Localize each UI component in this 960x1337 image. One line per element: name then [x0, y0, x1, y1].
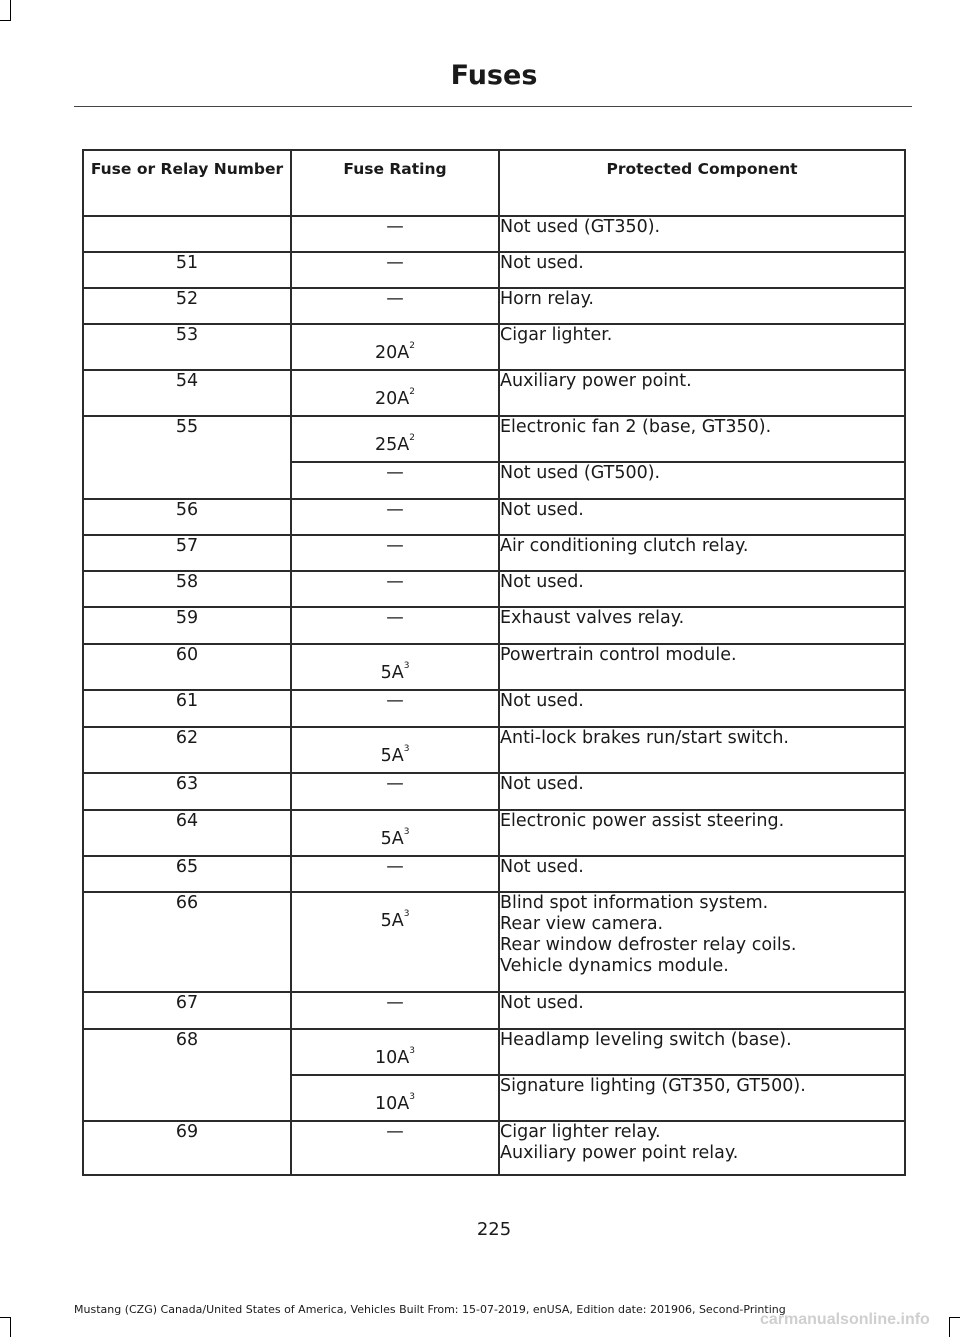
table-row — [83, 607, 905, 644]
fuse-number: 52 — [83, 288, 291, 324]
fuse-number: 65 — [83, 856, 291, 892]
column-header-component: Protected Component — [499, 150, 905, 216]
table-row — [83, 535, 905, 571]
component-line: Not used. — [500, 857, 584, 877]
watermark: carmanualsonline.info — [760, 1311, 930, 1328]
title-divider — [74, 106, 912, 107]
fuse-rating — [291, 1029, 499, 1075]
fuse-rating — [291, 892, 499, 992]
fuse-number: 53 — [83, 324, 291, 370]
crop-mark — [949, 1317, 960, 1318]
protected-component — [499, 892, 905, 992]
protected-component — [499, 1029, 905, 1075]
protected-component — [499, 571, 905, 607]
fuse-rating-value: — — [386, 463, 404, 483]
crop-mark — [949, 1317, 950, 1337]
protected-component — [499, 288, 905, 324]
footnote-marker: 3 — [403, 909, 410, 919]
component-line: Auxiliary power point relay. — [500, 1143, 739, 1163]
column-header-rating: Fuse Rating — [291, 150, 499, 216]
footnote-marker: 2 — [409, 341, 415, 351]
component-line: Horn relay. — [500, 289, 594, 309]
table-row — [83, 370, 905, 416]
table-row — [83, 324, 905, 370]
component-line: Not used. — [500, 500, 584, 520]
component-line: Cigar lighter relay. — [500, 1122, 661, 1142]
fuse-rating — [291, 992, 499, 1029]
fuse-rating — [291, 773, 499, 810]
protected-component — [499, 690, 905, 727]
fuse-number: 56 — [83, 499, 291, 535]
table-row — [83, 499, 905, 535]
fuse-rating-value: — — [386, 608, 404, 628]
fuse-rating — [291, 216, 499, 252]
protected-component — [499, 216, 905, 252]
protected-component — [499, 1121, 905, 1175]
footnote-marker: 3 — [403, 827, 410, 837]
fuse-rating — [291, 462, 499, 499]
fuse-rating-value: 10A — [375, 1048, 410, 1068]
fuse-rating-value: — — [386, 1122, 404, 1142]
component-line: Cigar lighter. — [500, 325, 613, 345]
component-line: Air conditioning clutch relay. — [500, 536, 749, 556]
fuse-rating-value: 5A — [380, 746, 404, 766]
column-header-number: Fuse or Relay Number — [83, 150, 291, 216]
fuse-number: 69 — [83, 1121, 291, 1175]
fuse-rating-value: — — [386, 857, 404, 877]
fuse-rating — [291, 727, 499, 773]
fuse-number: 54 — [83, 370, 291, 416]
fuse-rating-value: 5A — [380, 829, 404, 849]
protected-component — [499, 644, 905, 690]
footnote-marker: 3 — [409, 1046, 415, 1056]
footnote-marker: 2 — [409, 433, 415, 443]
fuse-table-body — [83, 216, 905, 1175]
table-row — [83, 727, 905, 773]
fuse-rating-value: 20A — [375, 343, 410, 363]
fuse-rating-value: 20A — [375, 389, 410, 409]
fuse-rating — [291, 571, 499, 607]
fuse-rating — [291, 499, 499, 535]
table-row — [83, 416, 905, 462]
fuse-rating-value: — — [386, 572, 404, 592]
table-row — [83, 810, 905, 856]
protected-component — [499, 252, 905, 288]
fuse-rating-value: — — [386, 691, 404, 711]
protected-component — [499, 810, 905, 856]
fuse-rating-value: 10A — [375, 1094, 410, 1114]
component-line: Anti-lock brakes run/start switch. — [500, 728, 789, 748]
crop-mark — [10, 1317, 11, 1337]
table-row — [83, 892, 905, 992]
component-line: Not used. — [500, 572, 584, 592]
protected-component — [499, 992, 905, 1029]
component-line: Not used (GT500). — [500, 463, 661, 483]
protected-component — [499, 727, 905, 773]
fuse-rating-value: — — [386, 217, 404, 237]
fuse-table — [82, 149, 906, 1176]
table-row — [83, 252, 905, 288]
fuse-rating-value: — — [386, 289, 404, 309]
fuse-rating — [291, 252, 499, 288]
component-line: Rear window defroster relay coils. — [500, 935, 797, 955]
fuse-rating-value: — — [386, 253, 404, 273]
fuse-rating — [291, 1075, 499, 1121]
fuse-number: 67 — [83, 992, 291, 1029]
fuse-number: 58 — [83, 571, 291, 607]
protected-component — [499, 773, 905, 810]
fuse-rating-value: — — [386, 774, 404, 794]
fuse-number: 51 — [83, 252, 291, 288]
fuse-number: 61 — [83, 690, 291, 727]
fuse-rating — [291, 416, 499, 462]
fuse-rating — [291, 288, 499, 324]
crop-mark — [0, 20, 11, 21]
fuse-rating — [291, 607, 499, 644]
table-row — [83, 216, 905, 252]
component-line: Not used. — [500, 774, 584, 794]
fuse-number: 64 — [83, 810, 291, 856]
component-line: Electronic fan 2 (base, GT350). — [500, 417, 772, 437]
component-line: Auxiliary power point. — [500, 371, 692, 391]
crop-mark — [10, 0, 11, 20]
table-row — [83, 1029, 905, 1075]
table-row — [83, 773, 905, 810]
component-line: Blind spot information system. — [500, 893, 769, 913]
component-line: Powertrain control module. — [500, 645, 737, 665]
table-header-row — [83, 150, 905, 216]
footer-text: Mustang (CZG) Canada/United States of America, Vehicles Built From: 15-07-2019, enUSA, Edition date: 201906, Second-Printing — [74, 1303, 786, 1316]
fuse-rating — [291, 324, 499, 370]
component-line: Not used. — [500, 993, 584, 1013]
fuse-rating — [291, 370, 499, 416]
component-line: Electronic power assist steering. — [500, 811, 785, 831]
fuse-rating — [291, 1121, 499, 1175]
table-row — [83, 856, 905, 892]
page-title: Fuses — [450, 60, 538, 91]
footnote-marker: 3 — [409, 1092, 415, 1102]
component-line: Vehicle dynamics module. — [500, 956, 729, 976]
protected-component — [499, 607, 905, 644]
fuse-rating — [291, 810, 499, 856]
fuse-rating-value: — — [386, 993, 404, 1013]
component-line: Not used (GT350). — [500, 217, 661, 237]
component-line: Signature lighting (GT350, GT500). — [500, 1076, 806, 1096]
fuse-rating — [291, 644, 499, 690]
protected-component — [499, 1075, 905, 1121]
fuse-rating — [291, 535, 499, 571]
table-row — [83, 644, 905, 690]
table-row — [83, 690, 905, 727]
footnote-marker: 3 — [403, 744, 410, 754]
fuse-number — [83, 216, 291, 252]
protected-component — [499, 535, 905, 571]
fuse-rating-value: 5A — [380, 663, 404, 683]
protected-component — [499, 499, 905, 535]
protected-component — [499, 324, 905, 370]
protected-component — [499, 462, 905, 499]
component-line: Headlamp leveling switch (base). — [500, 1030, 792, 1050]
fuse-number: 55 — [83, 416, 291, 499]
fuse-number: 68 — [83, 1029, 291, 1121]
fuse-number: 66 — [83, 892, 291, 992]
component-line: Rear view camera. — [500, 914, 664, 934]
fuse-number: 57 — [83, 535, 291, 571]
fuse-rating — [291, 856, 499, 892]
protected-component — [499, 416, 905, 462]
table-row — [83, 992, 905, 1029]
component-line: Not used. — [500, 691, 584, 711]
fuse-number: 60 — [83, 644, 291, 690]
fuse-rating-value: 25A — [375, 435, 410, 455]
footnote-marker: 3 — [403, 661, 410, 671]
table-row — [83, 288, 905, 324]
component-line: Exhaust valves relay. — [500, 608, 685, 628]
component-line: Not used. — [500, 253, 584, 273]
fuse-rating-value: — — [386, 500, 404, 520]
footnote-marker: 2 — [409, 387, 415, 397]
protected-component — [499, 370, 905, 416]
protected-component — [499, 856, 905, 892]
fuse-number: 59 — [83, 607, 291, 644]
table-row — [83, 571, 905, 607]
page-number: 225 — [476, 1219, 512, 1240]
fuse-number: 63 — [83, 773, 291, 810]
fuse-rating-value: 5A — [380, 911, 404, 931]
fuse-rating — [291, 690, 499, 727]
fuse-rating-value: — — [386, 536, 404, 556]
fuse-number: 62 — [83, 727, 291, 773]
table-row — [83, 1121, 905, 1175]
